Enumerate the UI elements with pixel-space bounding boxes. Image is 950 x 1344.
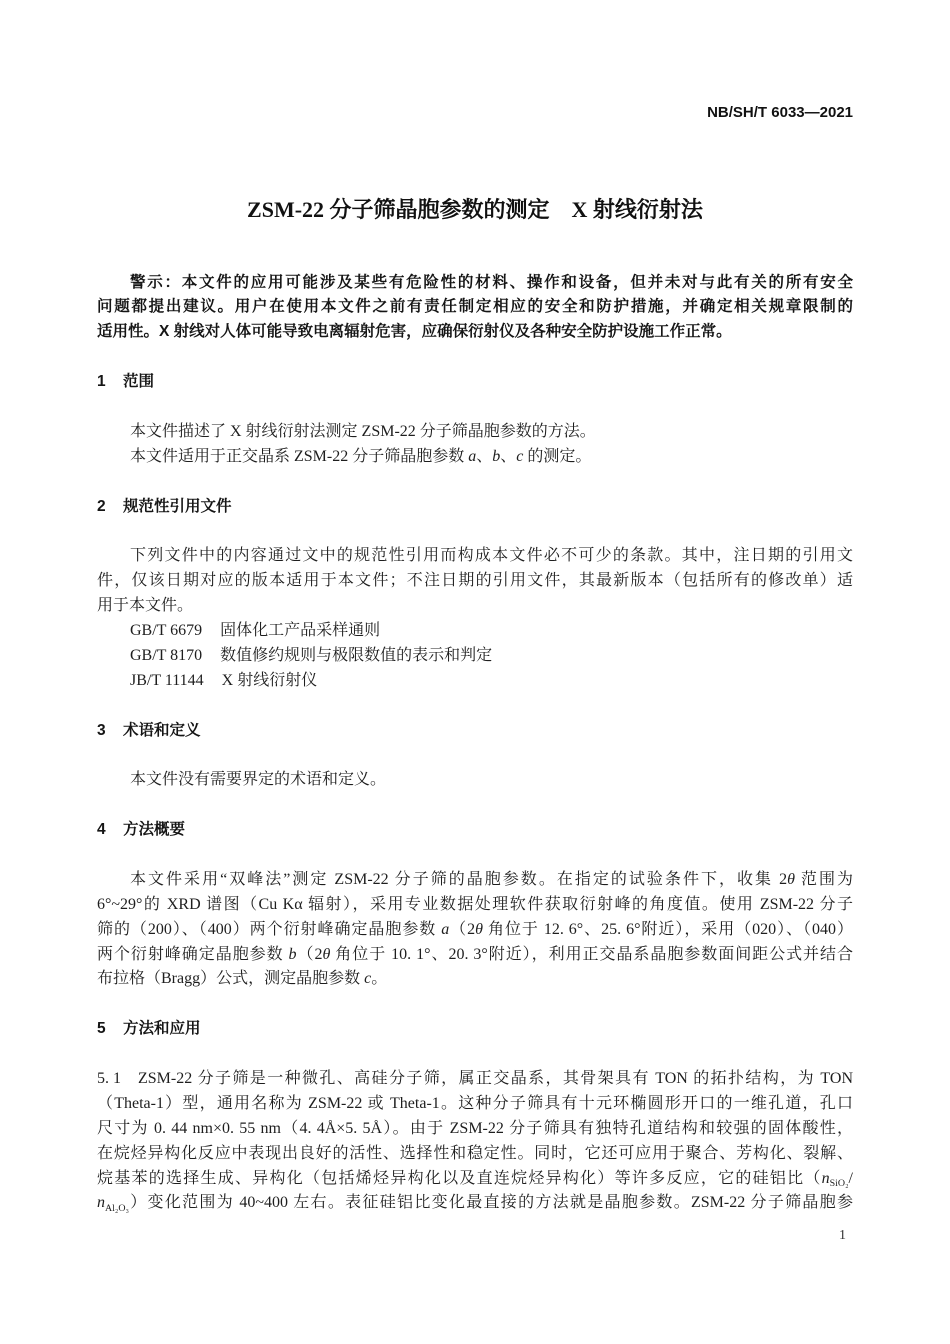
text-segment: ）变化范围为 40~400 左右。表征硅铝比变化最直接的方法就是晶胞参数。ZSM-22 分子筛晶胞参 xyxy=(128,1194,853,1212)
document-body xyxy=(97,271,853,1217)
text-segment: 角位于 12. 6°、25. 6°附近），采用（020）、（040） xyxy=(483,920,853,938)
text-segment: 本文件采用“双峰法”测定 ZSM-22 分子筛的晶胞参数。在指定的试验条件下，收集 2 xyxy=(130,870,788,888)
subscript: SiO₂ xyxy=(829,1178,849,1190)
text-segment: 烷基苯的选择生成、异构化（包括烯烃异构化以及直连烷烃异构化）等许多反应，它的硅铝比（ xyxy=(97,1169,822,1187)
text-segment: 、 xyxy=(500,447,517,465)
text-segment: （2 xyxy=(296,945,323,963)
section-title: 术语和定义 xyxy=(123,721,201,739)
text-segment: ZSM-22 分子筛是一种微孔、高硅分子筛，属正交晶系，其骨架具有 TON 的拓扑结构，为 TON xyxy=(138,1070,853,1087)
text-segment: / xyxy=(848,1169,853,1187)
reference-title: 数值修约规则与极限数值的表示和判定 xyxy=(220,646,493,664)
italic-symbol: n xyxy=(821,1169,830,1187)
section-heading-method-and-application xyxy=(97,1017,853,1042)
text-segment: 、 xyxy=(476,447,493,465)
reference-item xyxy=(97,619,853,644)
text-line xyxy=(97,445,853,470)
warning-line: 警示：本文件的应用可能涉及某些有危险性的材料、操作和设备，但并未对与此有关的所有安全 xyxy=(130,273,853,291)
section-heading-terms-and-definitions xyxy=(97,719,853,744)
standard-code: NB/SH/T 6033—2021 xyxy=(707,104,853,121)
section-number: 5 xyxy=(97,1020,106,1038)
section-title: 方法和应用 xyxy=(123,1020,201,1038)
text-line xyxy=(97,1067,853,1092)
reference-code: GB/T 8170 xyxy=(130,646,203,664)
text-segment: 范围为 xyxy=(794,870,853,888)
section-title: 规范性引用文件 xyxy=(123,497,232,515)
italic-symbol: n xyxy=(97,1194,105,1212)
reference-title: 固体化工产品采样通则 xyxy=(220,621,381,639)
italic-symbol: b xyxy=(492,447,501,465)
reference-title: X 射线衍射仪 xyxy=(221,671,318,689)
section-heading-scope xyxy=(97,370,853,395)
text-segment: 两个衍射峰确定晶胞参数 xyxy=(97,945,289,963)
italic-symbol: θ xyxy=(787,870,795,888)
text-line: （Theta-1）型，通用名称为 ZSM-22 或 Theta-1。这种分子筛具有十元环椭圆形开口的一维孔道，孔口 xyxy=(97,1094,853,1112)
text-line xyxy=(97,943,853,968)
reference-code: GB/T 6679 xyxy=(130,621,203,639)
italic-symbol: c xyxy=(364,970,372,988)
document-title: ZSM-22 分子筛晶胞参数的测定 X 射线衍射法 xyxy=(247,197,703,222)
text-line: 本文件没有需要界定的术语和定义。 xyxy=(130,771,387,789)
text-line xyxy=(97,1191,853,1216)
italic-symbol: a xyxy=(441,920,450,938)
text-line xyxy=(97,918,853,943)
text-line: 6°~29°的 XRD 谱图（Cu Kα 辐射），采用专业数据处理软件获取衍射峰的角度值。使用 ZSM-22 分子 xyxy=(97,895,853,913)
clause-number: 5. 1 xyxy=(97,1070,121,1087)
text-segment: （2 xyxy=(449,920,476,938)
text-line: 在烷烃异构化反应中表现出良好的活性、选择性和稳定性。同时，它还可应用于聚合、芳构化、裂解、 xyxy=(97,1144,853,1162)
text-line xyxy=(97,868,853,893)
text-line: 件，仅该日期对应的版本适用于本文件；不注日期的引用文件，其最新版本（包括所有的修改单）适 xyxy=(97,572,853,590)
reference-code: JB/T 11144 xyxy=(130,671,204,689)
page-number: 1 xyxy=(839,1228,846,1243)
section-title: 范围 xyxy=(123,373,155,391)
warning-line: 问题都提出建议。用户在使用本文件之前有责任制定相应的安全和防护措施，并确定相关规章限制的 xyxy=(97,298,853,316)
text-segment: 本文件适用于正交晶系 ZSM-22 分子筛晶胞参数 xyxy=(130,447,469,465)
italic-symbol: b xyxy=(288,945,297,963)
subscript: Al₂O₃ xyxy=(105,1203,129,1215)
text-line: 尺寸为 0. 44 nm×0. 55 nm（4. 4Å×5. 5Å）。由于 ZSM-22 分子筛具有独特孔道结构和较强的固体酸性， xyxy=(97,1119,853,1137)
section-number: 1 xyxy=(97,373,106,391)
section-heading-normative-references xyxy=(97,495,853,520)
reference-item xyxy=(97,669,853,694)
text-line: 下列文件中的内容通过文中的规范性引用而构成本文件必不可少的条款。其中，注日期的引用文 xyxy=(130,547,853,565)
text-line: 用于本文件。 xyxy=(97,597,194,615)
section-number: 3 xyxy=(97,721,106,739)
text-segment: 的测定。 xyxy=(523,447,592,465)
section-number: 4 xyxy=(97,821,106,839)
text-segment: 筛的（200）、（400）两个衍射峰确定晶胞参数 xyxy=(97,920,442,938)
text-segment: 布拉格（Bragg）公式，测定晶胞参数 xyxy=(97,970,365,988)
section-heading-method-summary xyxy=(97,818,853,843)
warning-paragraph xyxy=(97,271,853,346)
italic-symbol: c xyxy=(516,447,524,465)
italic-symbol: θ xyxy=(322,945,331,963)
reference-item xyxy=(97,644,853,669)
section-title: 方法概要 xyxy=(123,821,186,839)
text-line xyxy=(97,967,853,992)
text-segment: 角位于 10. 1°、20. 3°附近），利用正交晶系晶胞参数面间距公式并结合 xyxy=(330,945,853,963)
section-number: 2 xyxy=(97,497,106,515)
warning-line: 适用性。X 射线对人体可能导致电离辐射危害，应确保衍射仪及各种安全防护设施工作正常。 xyxy=(97,323,732,341)
italic-symbol: θ xyxy=(475,920,484,938)
text-line: 本文件描述了 X 射线衍射法测定 ZSM-22 分子筛晶胞参数的方法。 xyxy=(130,422,596,440)
text-segment: 。 xyxy=(371,970,388,988)
italic-symbol: a xyxy=(468,447,477,465)
text-line xyxy=(97,1167,853,1192)
